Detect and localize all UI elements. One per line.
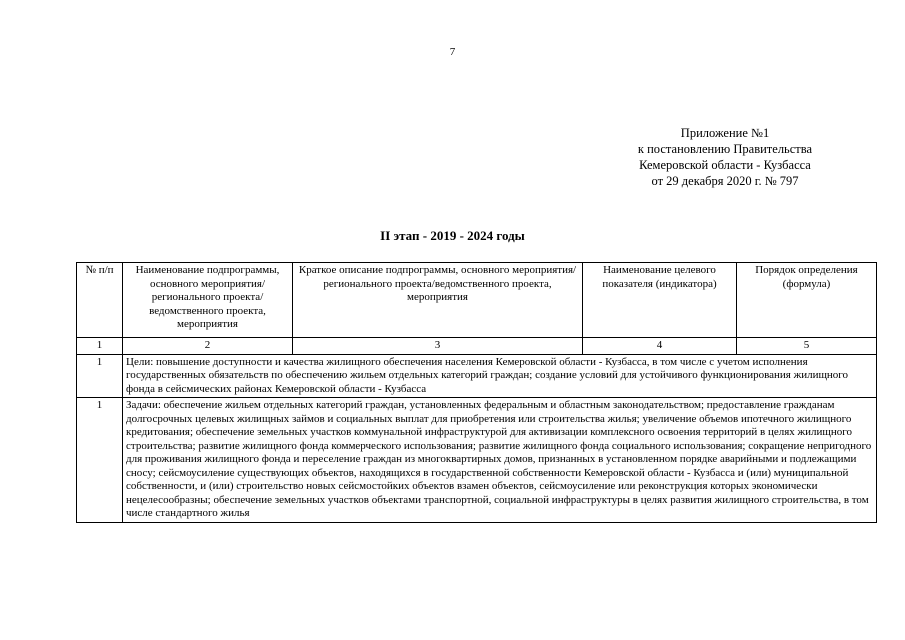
header-name: Наименование подпрограммы, основного мероприятия/регионального проекта/ведомственного проекта, мероприятия [123,263,293,338]
row-number: 1 [77,354,123,398]
table-row-goals [77,354,877,398]
header-indicator: Наименование целевого показателя (индикатора) [583,263,737,338]
appendix-block [605,125,845,189]
row-number: 1 [77,398,123,523]
column-number: 1 [77,338,123,355]
header-description: Краткое описание подпрограммы, основного мероприятия/регионального проекта/ведомственного проекта, мероприятия [293,263,583,338]
column-number: 4 [583,338,737,355]
page-number: 7 [449,46,456,58]
table-header-row [77,263,877,338]
column-number-row [77,338,877,355]
column-number: 3 [293,338,583,355]
header-number: № п/п [77,263,123,338]
appendix-line-3: Кемеровской области - Кузбасса [639,158,811,172]
appendix-line-2: к постановлению Правительства [637,142,813,156]
appendix-line-4: от 29 декабря 2020 г. № 797 [651,174,799,188]
header-formula: Порядок определения (формула) [737,263,877,338]
column-number: 5 [737,338,877,355]
stage-title: II этап - 2019 - 2024 годы [380,228,525,243]
program-table [76,262,877,523]
goals-text: Цели: повышение доступности и качества жилищного обеспечения населения Кемеровской области - Кузбасса, в том числе с учетом исполнения государственных обязательств по обеспечению жильем отдельных категорий граждан; создание условий для устойчивого функционирования жилищного фонда в сейсмических районах Кемеровской области - Кузбасса [123,354,877,398]
table-row-tasks [77,398,877,523]
appendix-line-1: Приложение №1 [680,126,770,140]
column-number: 2 [123,338,293,355]
tasks-text: Задачи: обеспечение жильем отдельных категорий граждан, установленных федеральным и областным законодательством; предоставление гражданам долгосрочных целевых жилищных займов и социальных выплат для приобретения или строительства жилья; увеличение объемов ипотечного жилищного кредитования; обеспечение земельных участков коммунальной инфраструктурой для активизации комплексного освоения территорий в целях жилищного строительства; развитие жилищного фонда коммерческого использования; развитие жилищного фонда социального использования; сокращение непригодного для проживания жилищного фонда и переселение граждан из многоквартирных домов, признанных в установленном порядке аварийными и подлежащими сносу; сейсмоусиление существующих объектов, находящихся в государственной собственности Кемеровской области - Кузбасса и (или) муниципальной собственности, и (или) строительство новых сейсмостойких объектов взамен объектов, сейсмоусиление или реконструкция которых экономически нецелесообразны; обеспечение земельных участков объектами транспортной, социальной инфраструктуры в целях развития жилищного строительства, в том числе стандартного жилья [123,398,877,523]
